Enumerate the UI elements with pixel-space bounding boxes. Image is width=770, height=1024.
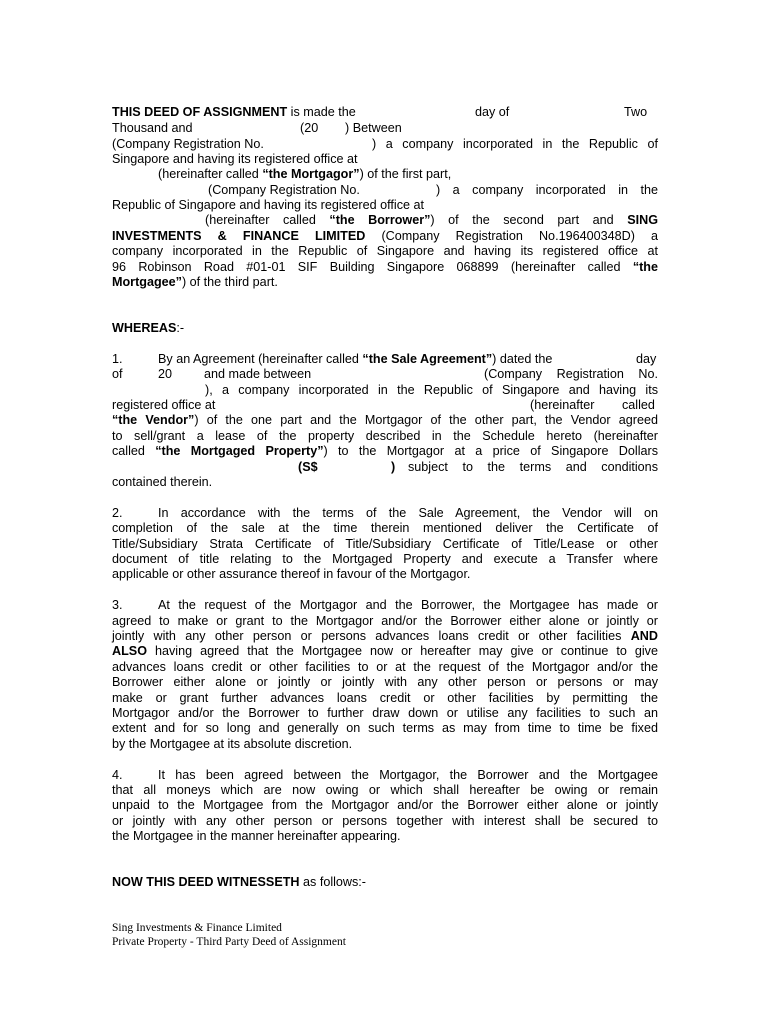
- vendor-term: “the Vendor”: [112, 413, 195, 427]
- p1-line-3: ), a company incorporated in the Republic of Singapore and having its: [205, 383, 658, 397]
- opening-line-7: Republic of Singapore and having its registered office at: [112, 198, 425, 212]
- p3-line-10: by the Mortgagee at its absolute discretion.: [112, 737, 353, 751]
- p1-line-1: 1. By an Agreement (hereinafter called “the Sale Agreement”) dated the day: [112, 352, 657, 366]
- p3-line-9: extent and for so long and generally on such terms as may from time to time be fixed: [112, 721, 658, 735]
- whereas-heading: WHEREAS:-: [112, 321, 185, 335]
- opening-line-2: Thousand and (20 ) Between: [112, 121, 402, 135]
- witnesseth-line: NOW THIS DEED WITNESSETH as follows:-: [112, 875, 367, 889]
- p1-line-9: contained therein.: [112, 475, 213, 489]
- p4-line-3: unpaid to the Mortgagee from the Mortgagor and/or the Borrower either alone or jointly: [112, 798, 658, 812]
- mortgagee-company-name: INVESTMENTS & FINANCE LIMITED: [112, 229, 366, 243]
- opening-line-10: company incorporated in the Republic of Singapore and having its registered office at: [112, 244, 658, 258]
- opening-line-8: (hereinafter called “the Borrower”) of the second part and SING: [205, 213, 658, 227]
- p3-line-2: agreed to make or grant to the Mortgagor and/or the Borrower either alone or jointly or: [112, 614, 658, 628]
- p4-line-4: or jointly with any other person or persons together with interest shall be secured to: [112, 814, 658, 828]
- p1-line-4: registered office at (hereinafter called: [112, 398, 655, 412]
- opening-line-11: 96 Robinson Road #01-01 SIF Building Singapore 068899 (hereinafter called “the: [112, 260, 658, 274]
- sale-agreement-term: “the Sale Agreement”: [362, 352, 493, 366]
- p2-line-2: completion of the sale at the time therein mentioned deliver the Certificate of: [112, 521, 658, 535]
- mortgaged-property-term: “the Mortgaged Property”: [155, 444, 324, 458]
- p1-line-7: called “the Mortgaged Property”) to the Mortgagor at a price of Singapore Dollars: [112, 444, 658, 458]
- opening-line-5: (hereinafter called “the Mortgagor”) of the first part,: [158, 167, 452, 181]
- opening-line-9: INVESTMENTS & FINANCE LIMITED (Company Registration No.196400348D) a: [112, 229, 659, 243]
- p1-line-2: of 20 and made between (Company Registration No.: [112, 367, 658, 381]
- p1-number: 1.: [112, 352, 123, 366]
- p3-line-6: Borrower either alone or jointly or jointly with any other person or persons or may: [112, 675, 658, 689]
- document-page: THIS DEED OF ASSIGNMENT is made the day of Two Thousand and (20 ) Between (Company Registration No. ) a company incorporated in the Republic of Singapore and having its registered office at (hereinafter called “the Mortgagor”) of the first part, (Company Registration No. ) a company incorporated in the Republic of Singapore and having its registered office at (hereinafter called “the Borrower”) of the second part and SING INVESTMENTS & FINANCE LIMITED (Company Registration No.196400348D) a company incorporated in the Republic of Singapore and having its registered office at 96 Robinson Road #01-01 SIF Building Singapore 068899 (hereinafter called “the Mortgagee”) of the third part. WHEREAS:- 1. By an Agreement (hereinafter called “the Sale Agreement”) dated the day of 20 and made between (Company Registration No. ), a company incorporated in the Republic of Singapore and having its registered office at (hereinafter called “the Vendor”) of the one part and the Mortgagor of the other part, the Vendor agreed to sell/grant a lease of the property described in the Schedule hereto (hereinafter called “the Mortgaged Property”) to the Mortgagor at a price of Singapore Dollars (S$ ) subject to the terms and conditions contained therein. 2. In accordance with the terms of the Sale Agreement, the Vendor will on completion of the sale at the time therein mentioned deliver the Certificate of Title/Subsidiary Strata Certificate of Title/Subsidiary Certificate of Title/Lease or other document of title relating to the Mortgaged Property and execute a Transfer where applicable or other assurance thereof in favour of the Mortgagor. 3. At the request of the Mortgagor and the Borrower, the Mortgagee has made or agreed to make or grant to the Mortgagor and/or the Borrower either alone or jointly or jointly with any other person or persons advances loans credit or other facilities AND ALSO having agreed that the Mortgagee now or hereafter may give or continue to give advances loans credit or other facilities to or at the request of the Mortgagor and/or the Borrower either alone or jointly or jointly with any other person or persons or may make or grant further advances loans credit or other facilities by permitting the Mortgagor and/or the Borrower to further draw down or utilise any facilities to such an extent and for so long and generally on such terms as may from time to time be fixed by the Mortgagee at its absolute discretion. 4. It has been agreed between the Mortgagor, the Borrower and the Mortgagee that all moneys which are now owing or which shall hereafter be owing or remain unpaid to the Mortgagee from the Mortgagor and/or the Borrower either alone or jointly or jointly with any other person or persons together with interest shall be secured to the Mortgagee in the manner hereinafter appearing. NOW THIS DEED WITNESSETH as follows:- Sing Investments & Finance Limited Private Property - Third Party Deed of Assignment: [0, 0, 770, 1024]
- footer-document-title: Private Property - Third Party Deed of Assignment: [112, 936, 346, 948]
- borrower-term: “the Borrower”: [329, 213, 431, 227]
- p2-line-5: applicable or other assurance thereof in favour of the Mortgagor.: [112, 567, 471, 581]
- p4-line-2: that all moneys which are now owing or which shall hereafter be owing or remain: [112, 783, 658, 797]
- opening-line-4: Singapore and having its registered office at: [112, 152, 358, 166]
- mortgagee-term: Mortgagee”: [112, 275, 182, 289]
- opening-line-12: Mortgagee”) of the third part.: [112, 275, 278, 289]
- p4-line-1: 4. It has been agreed between the Mortgagor, the Borrower and the Mortgagee: [112, 768, 658, 782]
- p1-line-5: “the Vendor”) of the one part and the Mortgagor of the other part, the Vendor agreed: [112, 413, 659, 427]
- p3-line-7: make or grant further advances loans credit or other facilities by permitting the: [112, 691, 658, 705]
- p3-line-5: advances loans credit or other facilities to or at the request of the Mortgagor and/or the: [112, 660, 658, 674]
- p2-number: 2.: [112, 506, 123, 520]
- deed-title: THIS DEED OF ASSIGNMENT: [112, 105, 288, 119]
- p3-line-8: Mortgagor and/or the Borrower to further draw down or utilise any facilities to such an: [112, 706, 658, 720]
- mortgagor-term: “the Mortgagor”: [262, 167, 360, 181]
- p2-line-3: Title/Subsidiary Strata Certificate of Title/Subsidiary Certificate of Title/Lease or other: [112, 537, 658, 551]
- p3-number: 3.: [112, 598, 123, 612]
- p1-line-6: to sell/grant a lease of the property described in the Schedule hereto (hereinafter: [112, 429, 658, 443]
- p4-line-5: the Mortgagee in the manner hereinafter appearing.: [112, 829, 401, 843]
- p2-line-1: 2. In accordance with the terms of the Sale Agreement, the Vendor will on: [112, 506, 658, 520]
- p3-line-3: jointly with any other person or persons advances loans credit or other facilities AND: [112, 629, 658, 643]
- p3-line-4: ALSO having agreed that the Mortgagee now or hereafter may give or continue to give: [112, 644, 658, 658]
- opening-line-3: (Company Registration No. ) a company incorporated in the Republic of: [112, 137, 658, 151]
- p3-line-1: 3. At the request of the Mortgagor and the Borrower, the Mortgagee has made or: [112, 598, 658, 612]
- opening-line-1: THIS DEED OF ASSIGNMENT is made the day of Two: [112, 105, 648, 119]
- footer-company: Sing Investments & Finance Limited: [112, 922, 282, 934]
- p2-line-4: document of title relating to the Mortgaged Property and execute a Transfer where: [112, 552, 658, 566]
- p4-number: 4.: [112, 768, 123, 782]
